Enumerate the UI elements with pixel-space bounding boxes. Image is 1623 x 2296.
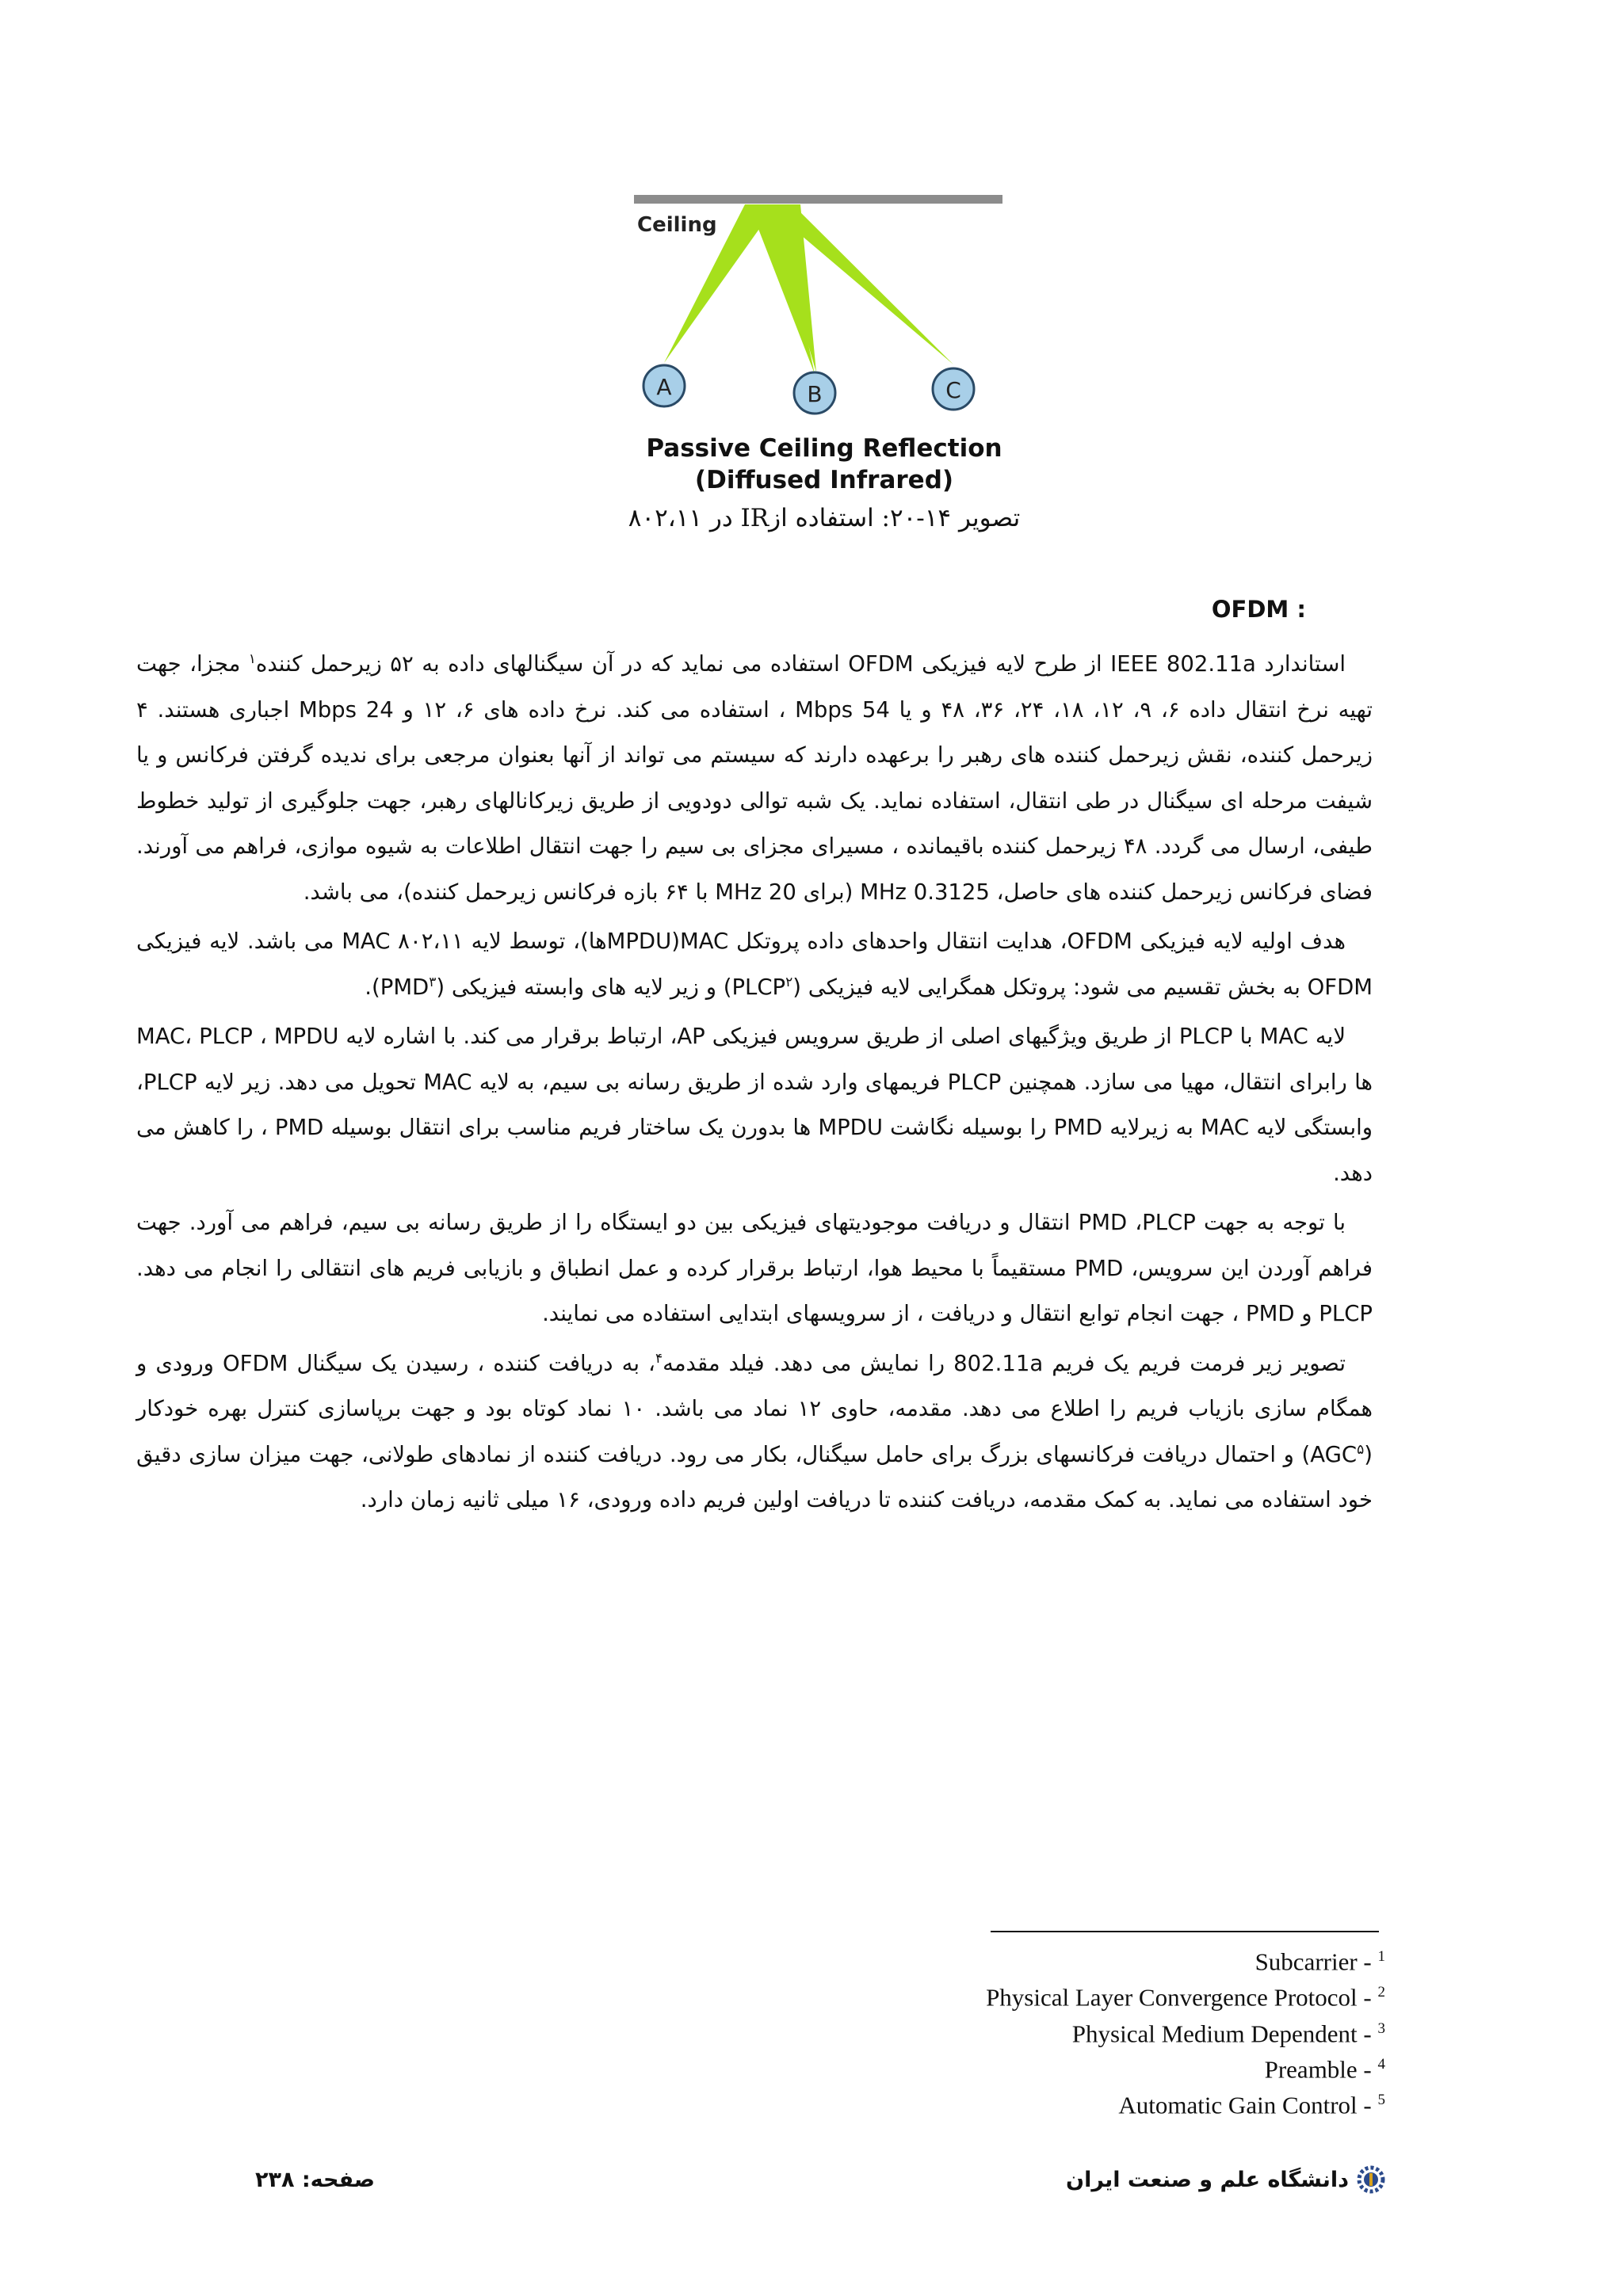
node-b — [794, 372, 835, 414]
figure-title-line1: Passive Ceiling Reflection — [646, 434, 1002, 463]
footnote-3-num: 3 — [1377, 2019, 1385, 2037]
footnote-ref-2: ۲ — [785, 974, 793, 990]
ceiling-bar — [634, 195, 1002, 204]
p5-part-a: تصویر زیر فرمت فریم یک فریم 802.11a را نمایش می دهد. فیلد مقدمه — [663, 1350, 1346, 1376]
p2-part-a: هدف اولیه لایه فیزیکی OFDM، هدایت انتقال واحدهای داده پروتکل MAC(MPDUها)، توسط لایه MAC ۸۰۲،۱۱ می باشد. لایه فیزیکی OFDM به بخش تقسیم می شود: پروتکل همگرایی لایه فیزیکی (PLCP — [136, 929, 1373, 1000]
footnote-3-text: Physical Medium Dependent - — [1071, 2019, 1378, 2047]
node-c-label: C — [945, 377, 961, 403]
footnote-2 — [986, 1977, 1385, 2012]
university-logo-icon — [1357, 2165, 1385, 2194]
footnote-5-num: 5 — [1377, 2092, 1385, 2109]
footnote-1 — [986, 1941, 1385, 1977]
figure-caption: تصویر ۱۴-۲۰: استفاده ازIR در ۸۰۲،۱۱ — [628, 504, 1021, 532]
p5-part-b: ، به دریافت کننده ، رسیدن یک سیگنال OFDM ورودی و همگام سازی بازیاب فریم را اطلاع می دهد. مقدمه، حاوی ۱۲ نماد می باشد. ۱۰ نماد کوتاه بود و جهت برپاسازی کنترل بهره خودکار (AGC — [136, 1350, 1373, 1467]
page-number: صفحه: ۲۳۸ — [255, 2168, 376, 2192]
node-b-label: B — [807, 381, 823, 407]
p1-part-a: استاندارد IEEE 802.11a از طرح لایه فیزیکی OFDM استفاده می نماید که در آن سیگنالهای داده به ۵۲ زیرحمل کننده — [255, 651, 1346, 677]
footnote-3 — [986, 2013, 1385, 2049]
p2-part-c: ). — [365, 974, 380, 1000]
footnote-1-text: Subcarrier - — [1254, 1947, 1378, 1976]
footer-university — [1066, 2165, 1385, 2194]
node-a-label: A — [656, 374, 672, 400]
paragraph-2 — [136, 919, 1373, 1010]
footnote-ref-3: ۳ — [429, 974, 437, 990]
footnote-4-num: 4 — [1377, 2055, 1385, 2073]
paragraph-4: با توجه به جهت PMD ،PLCP انتقال و دریافت موجودیتهای فیزیکی بین دو ایستگاه را از طریق رسانه بی سیم، فراهم می آورد. جهت فراهم آوردن این سرویس، PMD مستقیماً با محیط هوا، ارتباط برقرار کرده و عمل انطباق و بازیابی فریم های انتقالی را انجام می دهد. PLCP و PMD ، جهت انجام توابع انتقال و دریافت ، از سرویسهای ابتدایی استفاده می نمایند. — [136, 1210, 1373, 1326]
body-text — [136, 642, 1373, 1527]
footnote-ref-5: ۵ — [1357, 1441, 1365, 1458]
university-name: دانشگاه علم و صنعت ایران — [1066, 2167, 1349, 2192]
footnote-ref-1: ۱ — [248, 650, 256, 667]
section-heading: : OFDM — [1211, 596, 1306, 623]
footnote-4 — [986, 2049, 1385, 2084]
footnote-4-text: Preamble - — [1264, 2055, 1378, 2084]
footnote-ref-4: ۴ — [655, 1350, 663, 1367]
node-c — [933, 368, 974, 410]
footnote-5 — [986, 2084, 1385, 2120]
ir-diagram — [618, 182, 1030, 515]
figure-title-line2: (Diffused Infrared) — [694, 466, 954, 494]
ceiling-label: Ceiling — [637, 213, 717, 237]
footnote-5-text: Automatic Gain Control - — [1118, 2091, 1378, 2119]
node-a — [643, 365, 685, 406]
p2-part-b: ) و زیر لایه های وابسته فیزیکی (PMD — [380, 974, 732, 1000]
footnotes — [986, 1941, 1385, 2121]
footnote-2-text: Physical Layer Convergence Protocol - — [986, 1983, 1378, 2012]
paragraph-1 — [136, 642, 1373, 915]
paragraph-3: لایه MAC با PLCP از طریق ویژگیهای اصلی از طریق سرویس فیزیکی AP، ارتباط برقرار می کند. با اشاره لایه MAC، PLCP ، MPDU ها رابرای انتقال، مهیا می سازد. همچنین PLCP فریمهای وارد شده از طریق رسانه بی سیم، به لایه MAC تحویل می دهد. زیر لایه PLCP، وابستگی لایه MAC به زیرلایه PMD را بوسیله نگاشت MPDU ها بدورن یک ساختار فریم مناسب برای انتقال بوسیله PMD ، را کاهش می دهد. — [136, 1024, 1373, 1186]
footnote-1-num: 1 — [1377, 1948, 1385, 1965]
p5-part-c: ) و احتمال دریافت فرکانسهای بزرگ برای حامل سیگنال، بکار می رود. دریافت کننده از نمادهای طولانی، جهت میزان سازی دقیق خود استفاده می نماید. به کمک مقدمه، دریافت کننده تا دریافت اولین فریم داده ورودی، ۱۶ میلی ثانیه زمان دارد. — [136, 1441, 1373, 1512]
ir-ceiling-figure — [618, 182, 1030, 515]
paragraph-5 — [136, 1341, 1373, 1524]
footnote-divider — [991, 1931, 1379, 1932]
p1-part-b: مجزا، جهت تهیه نرخ انتقال داده ۶، ۹، ۱۲، ۱۸، ۲۴، ۳۶، ۴۸ و یا 54 Mbps ، استفاده می کند. نرخ داده های ۶، ۱۲ و 24 Mbps اجباری هستند. ۴ زیرحمل کننده، نقش زیرحمل کننده های رهبر را برعهده دارند که سیستم می تواند از آنها بعنوان مرجعی برای ندیده گرفتن فرکانس و یا شیفت مرحله ای سیگنال در طی انتقال، استفاده نماید. یک شبه توالی دودویی از طریق زیرکانالهای رهبر، جهت جلوگیری از تولید خطوط طیفی، ارسال می گردد. ۴۸ زیرحمل کننده باقیمانده ، مسیرای مجزای بی سیم را جهت انتقال اطلاعات به شیوه موازی، فراهم می آورند. فضای فرکانس زیرحمل کننده های حاصل، 0.3125 MHz (برای 20 MHz با ۶۴ بازه فرکانس زیرحمل کننده)، می باشد. — [136, 651, 1373, 905]
footnote-2-num: 2 — [1377, 1984, 1385, 2001]
